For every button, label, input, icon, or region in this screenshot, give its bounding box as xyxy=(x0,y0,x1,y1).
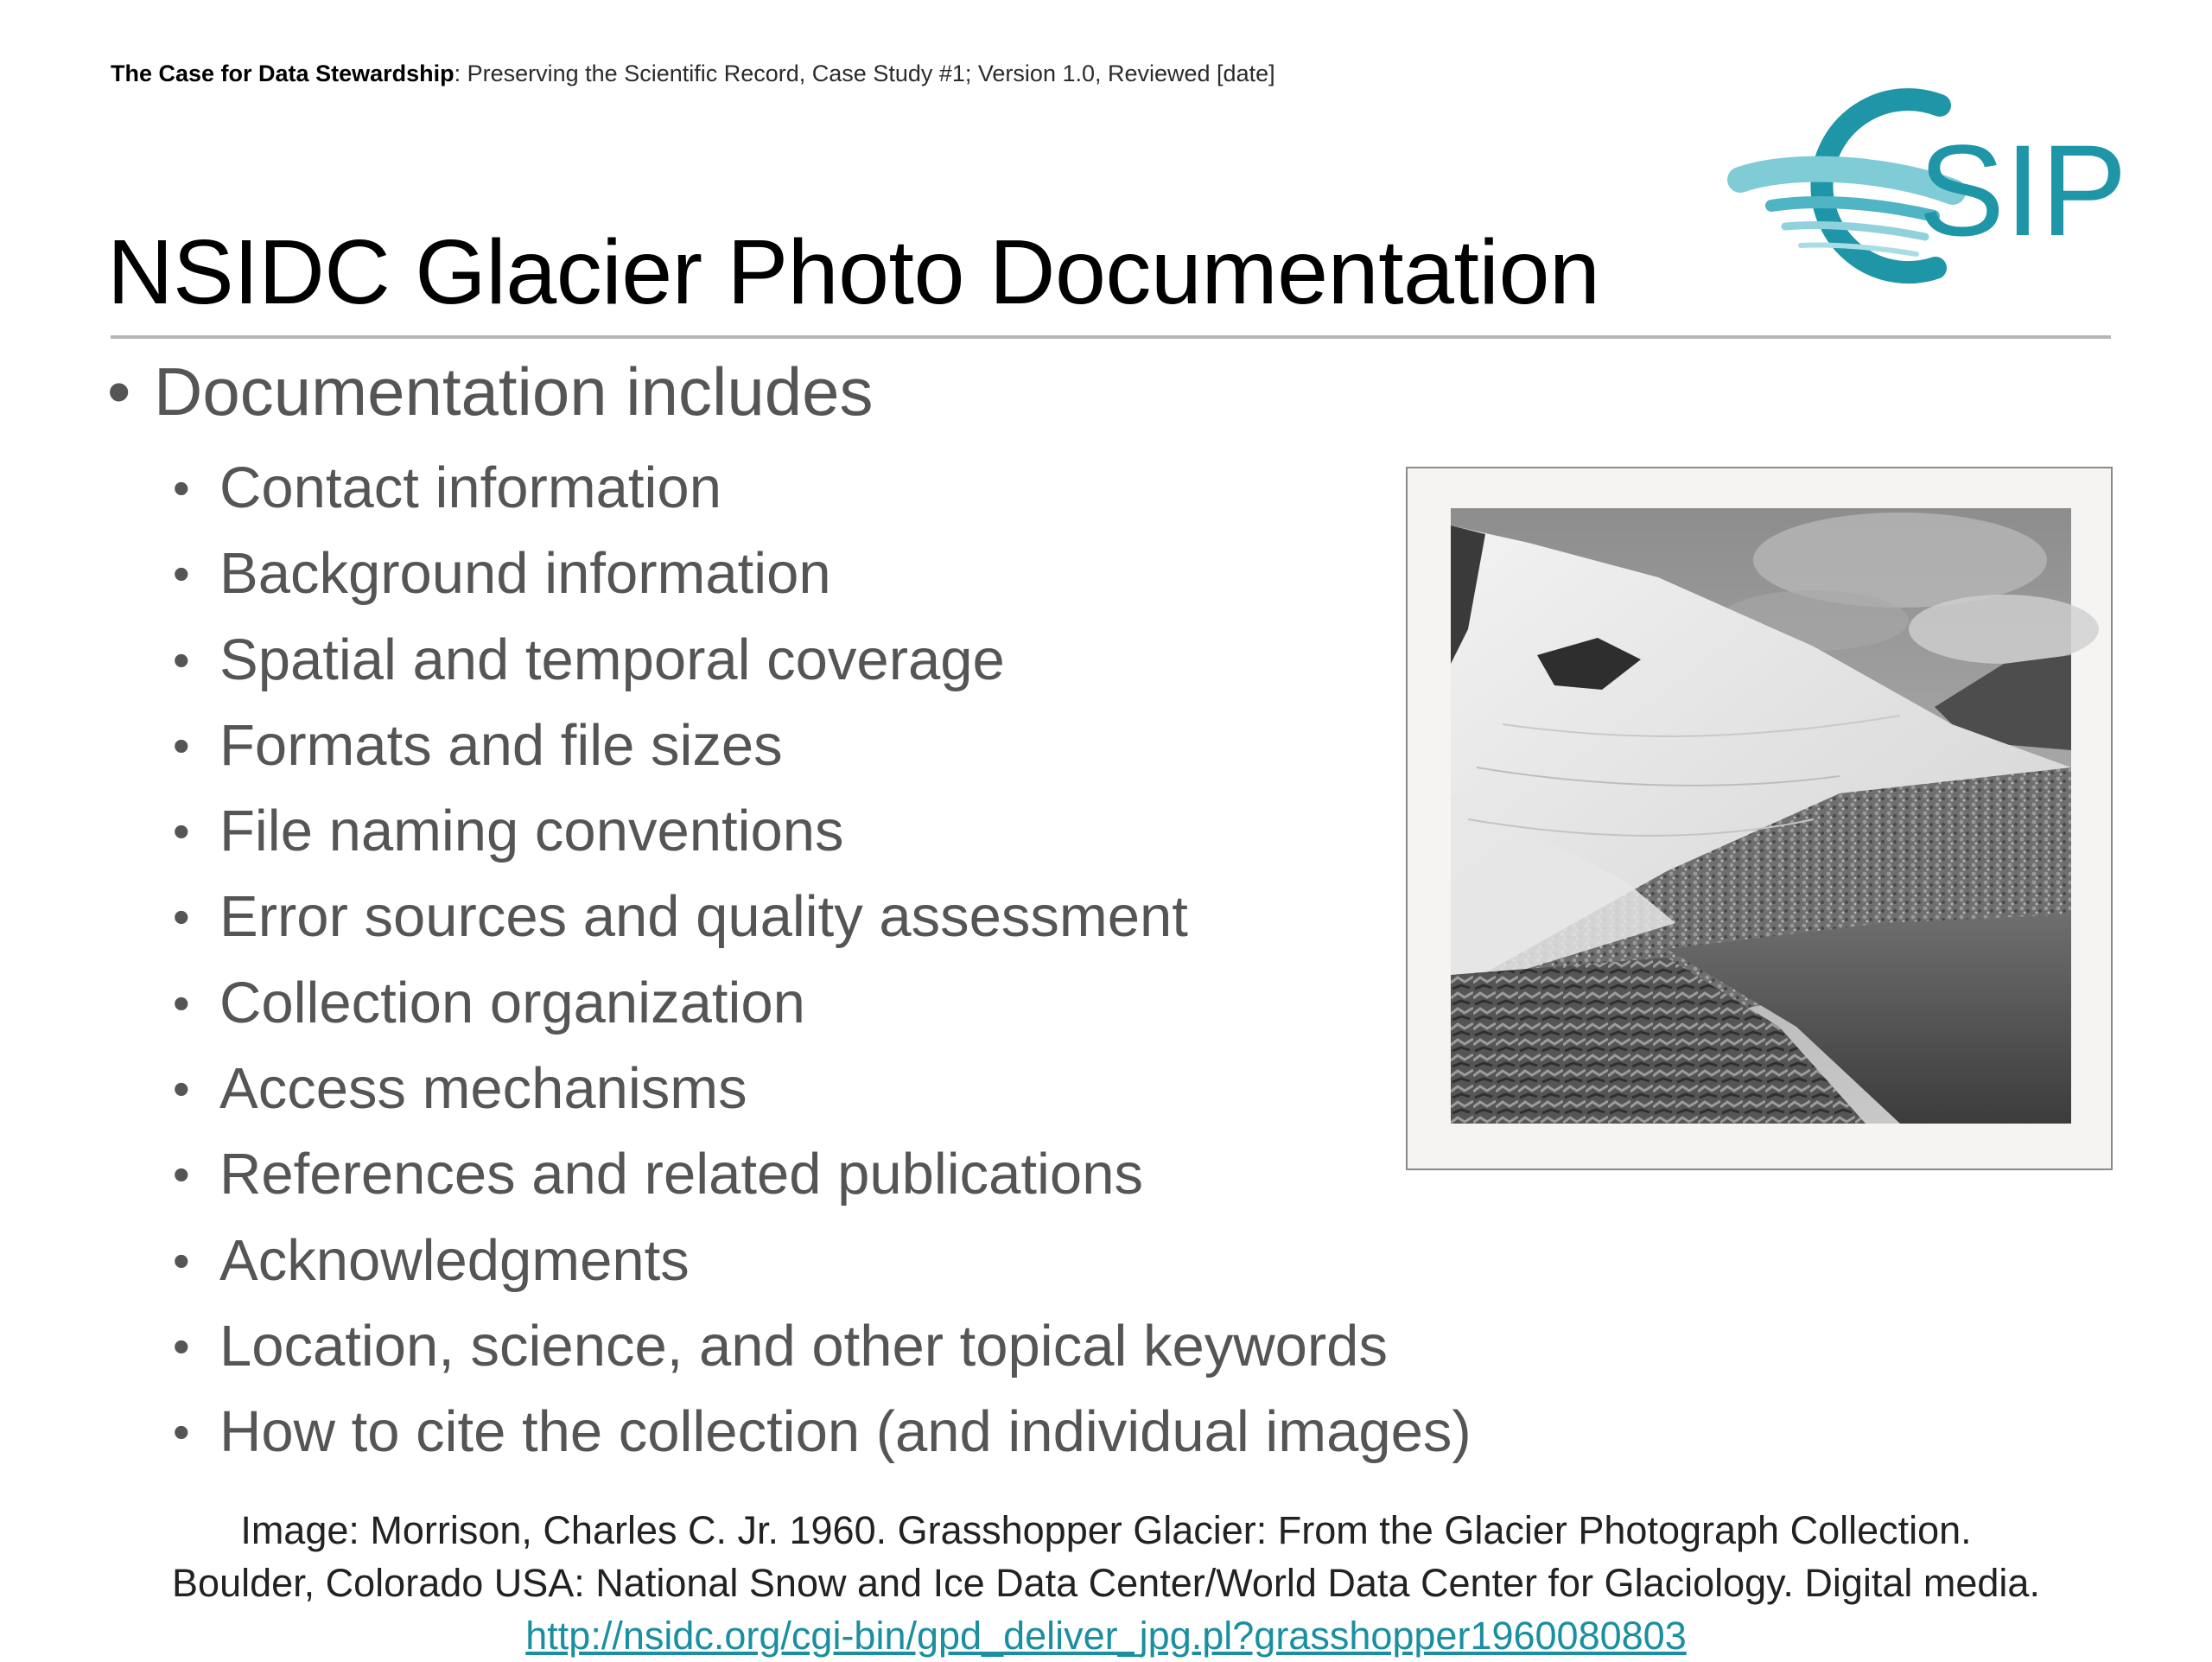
list-item xyxy=(173,1222,1471,1308)
list-item xyxy=(173,621,1471,707)
list-item-text: Error sources and quality assessment xyxy=(219,884,1188,950)
bullet-dot: • xyxy=(173,1061,190,1117)
list-item-text: Spatial and temporal coverage xyxy=(219,627,1005,692)
list-item xyxy=(173,449,1471,535)
list-item-text: Contact information xyxy=(219,455,721,520)
list-item-text: How to cite the collection (and individual images) xyxy=(219,1399,1471,1465)
bullet-dot: • xyxy=(173,546,190,602)
list-item xyxy=(173,535,1471,621)
list-item-text: Formats and file sizes xyxy=(219,712,783,778)
bullet-dot: • xyxy=(107,353,131,430)
list-item xyxy=(173,965,1471,1050)
list-item xyxy=(173,1393,1471,1479)
list-item xyxy=(173,878,1471,964)
bullet-dot: • xyxy=(173,1404,190,1460)
bullet-dot: • xyxy=(173,632,190,687)
list-item-text: Collection organization xyxy=(219,970,805,1035)
bullet-dot: • xyxy=(173,804,190,859)
bullet-dot: • xyxy=(173,1232,190,1288)
bullet-dot: • xyxy=(173,889,190,945)
documentation-list xyxy=(173,449,1471,1480)
image-caption xyxy=(0,1504,2212,1662)
slide-header xyxy=(111,60,1275,87)
source-link[interactable]: http://nsidc.org/cgi-bin/gpd_deliver_jpg.pl?grasshopper1960080803 xyxy=(525,1614,1687,1658)
bullet-dot: • xyxy=(173,1318,190,1373)
page-title: NSIDC Glacier Photo Documentation xyxy=(107,221,1600,323)
photo-frame xyxy=(1406,467,2113,1170)
title-divider xyxy=(111,335,2111,339)
caption-line-1: Image: Morrison, Charles C. Jr. 1960. Grasshopper Glacier: From the Glacier Photograph Collection. xyxy=(240,1508,1972,1552)
header-subtitle: : Preserving the Scientific Record, Case Study #1; Version 1.0, Reviewed [date] xyxy=(454,60,1275,86)
list-item xyxy=(173,793,1471,878)
list-item-text: File naming conventions xyxy=(219,799,844,864)
list-item xyxy=(173,707,1471,793)
bullet-dot: • xyxy=(173,717,190,773)
list-item xyxy=(173,1136,1471,1221)
bullet-dot: • xyxy=(173,1147,190,1202)
list-item-text: Access mechanisms xyxy=(219,1056,747,1122)
main-bullet-text: Documentation includes xyxy=(154,353,874,430)
caption-line-2: Boulder, Colorado USA: National Snow and Ice Data Center/World Data Center for Glaciology. Digital media. xyxy=(172,1561,2040,1605)
main-bullet xyxy=(107,353,873,431)
bullet-dot: • xyxy=(173,975,190,1030)
logo-text: SIP xyxy=(1918,118,2127,263)
list-item xyxy=(173,1050,1471,1136)
list-item-text: Location, science, and other topical keywords xyxy=(219,1313,1388,1379)
list-item xyxy=(173,1308,1471,1393)
list-item-text: Acknowledgments xyxy=(219,1227,690,1293)
header-bold-title: The Case for Data Stewardship xyxy=(111,60,454,86)
glacier-photo-icon xyxy=(1451,508,2071,1124)
list-item-text: Background information xyxy=(219,541,831,607)
esip-logo-icon xyxy=(1737,78,2127,302)
list-item-text: References and related publications xyxy=(219,1142,1143,1207)
bullet-dot: • xyxy=(173,461,190,515)
